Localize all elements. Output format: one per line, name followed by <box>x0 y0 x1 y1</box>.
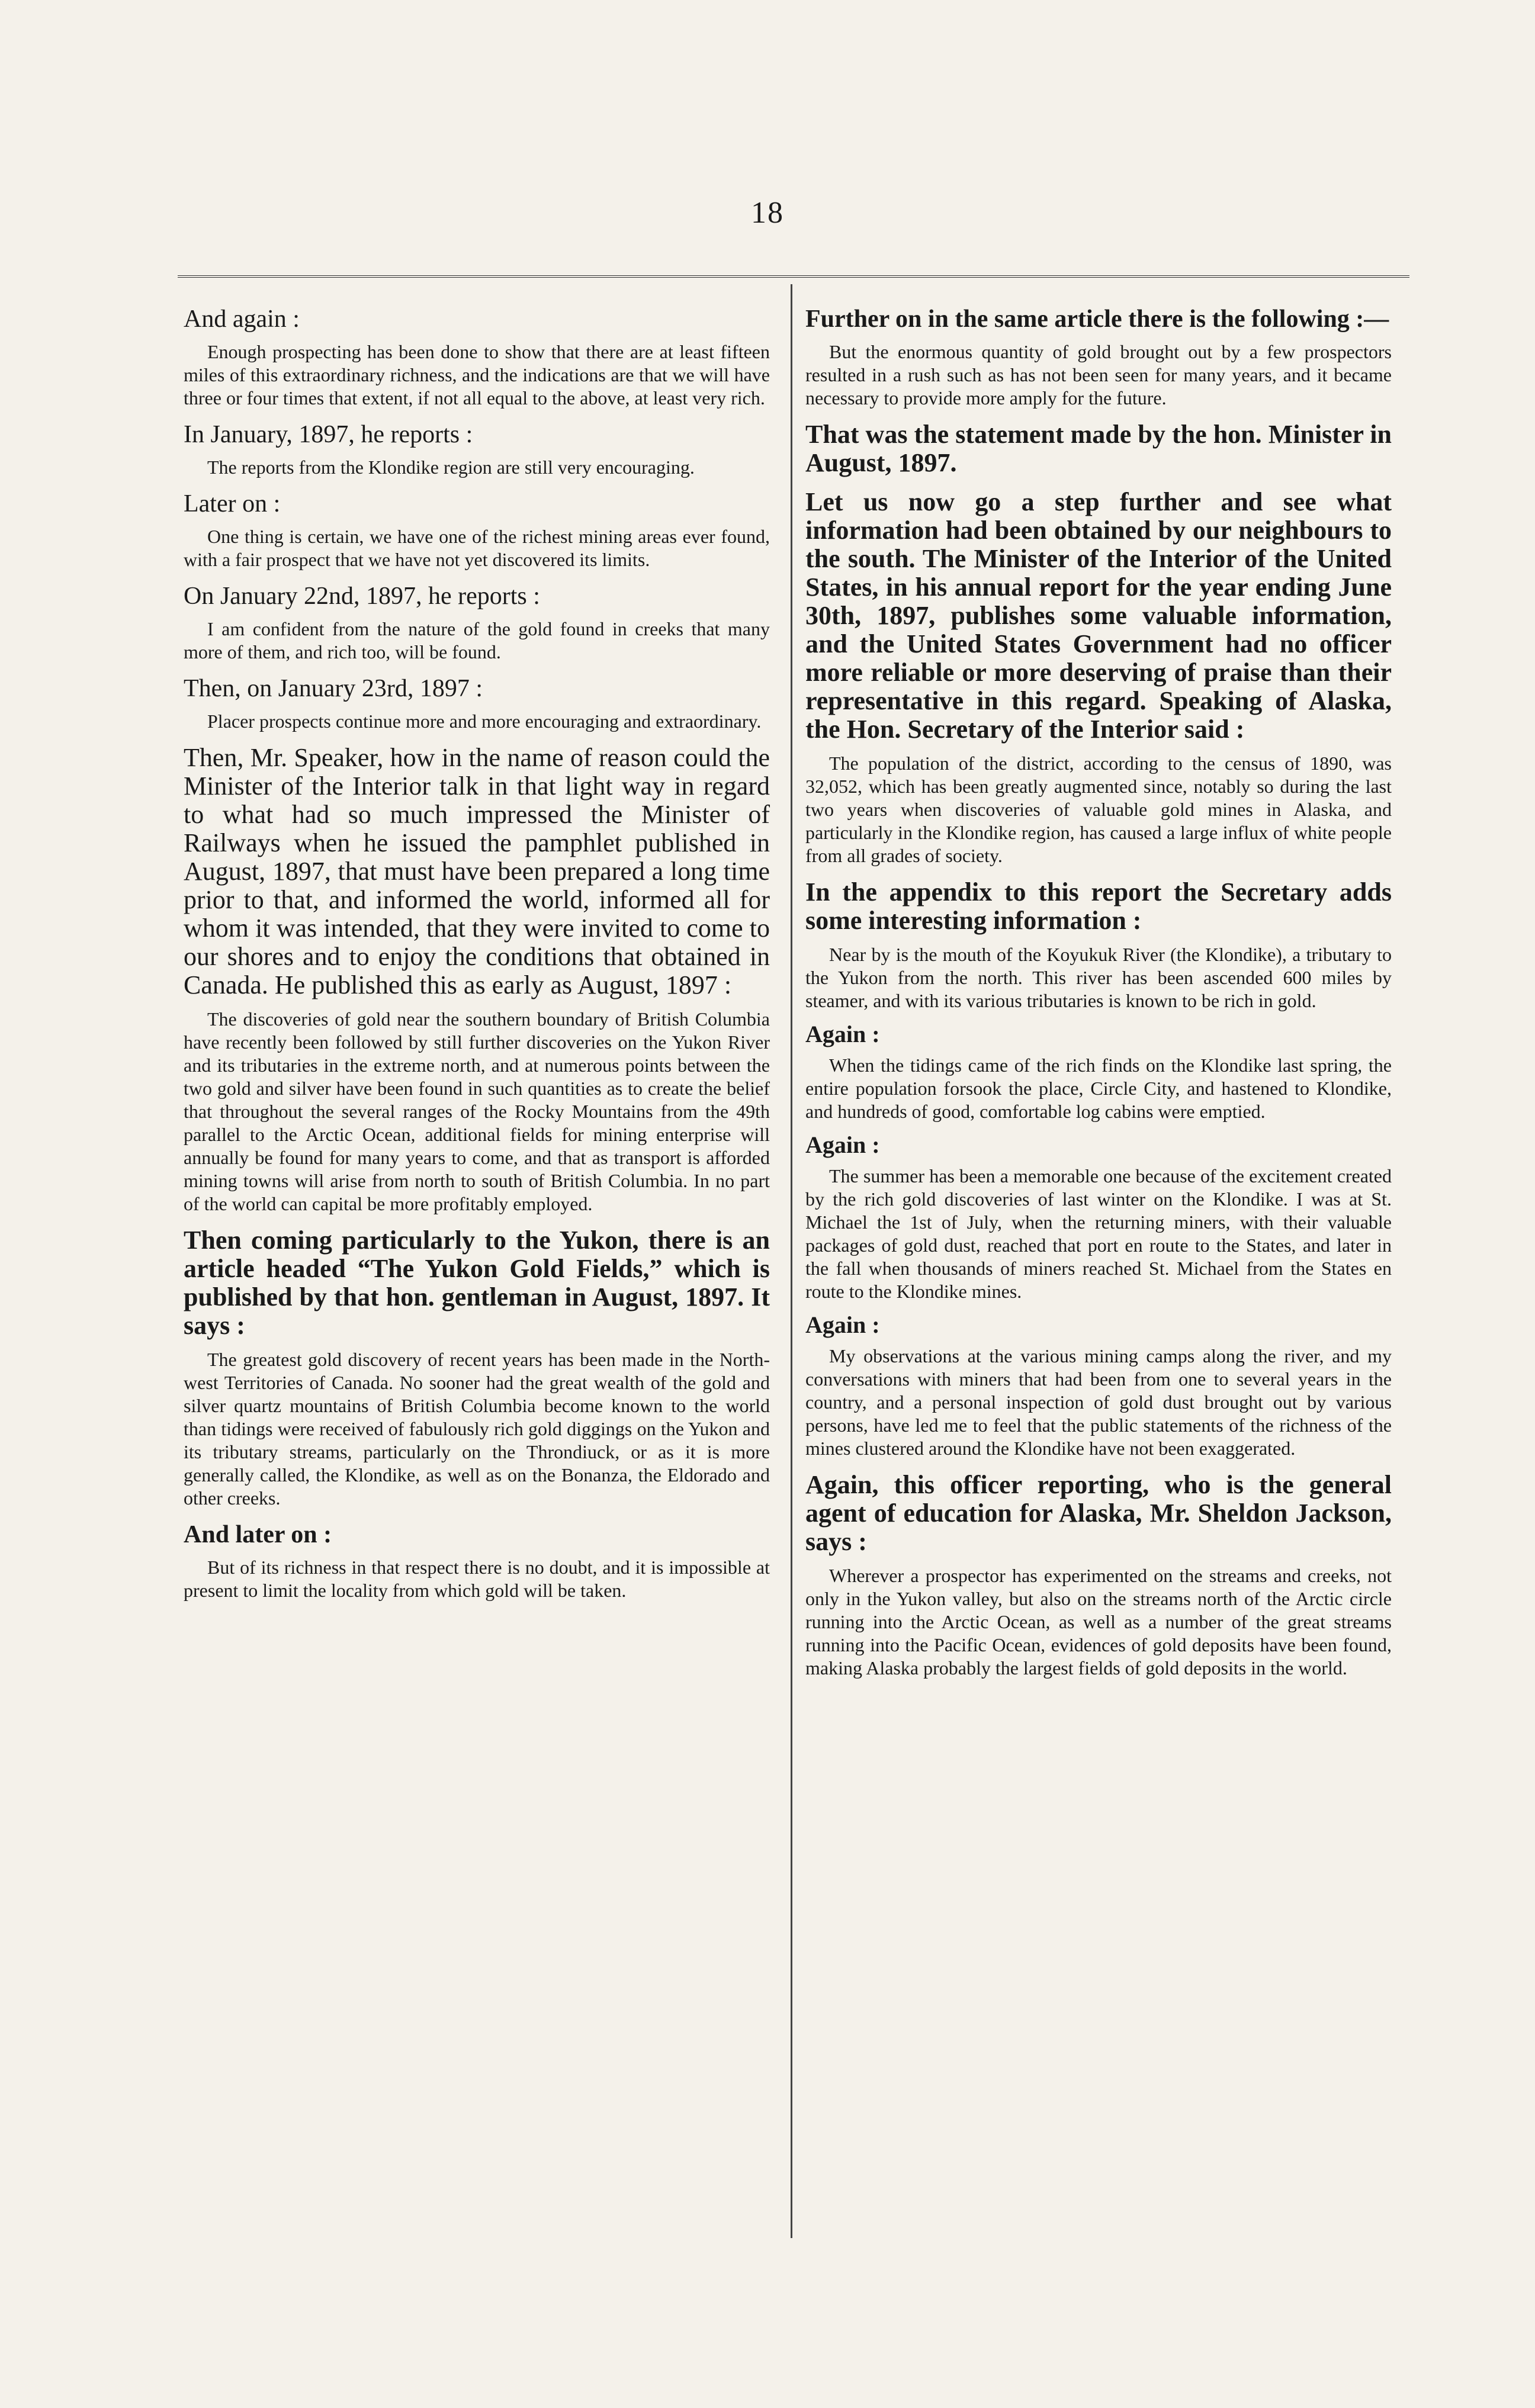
right-block-0: Further on in the same article there is the following :— <box>805 306 1389 333</box>
left-block-0: And again : <box>184 306 300 333</box>
right-block-9: Again : <box>805 1131 880 1158</box>
right-block-8: When the tidings came of the rich finds on the Klondike last spring, the entire population forsook the place, Circle City, and hastened to Klondike, and hundreds of good, comfortable log cabins were emptied. <box>805 1054 1392 1122</box>
right-block-6: Near by is the mouth of the Koyukuk River (the Klondike), a tributary to the Yukon from the north. This river has been ascended 600 miles by steamer, and with its various tributaries is known to be rich in gold. <box>805 944 1392 1011</box>
left-block-10: Then, Mr. Speaker, how in the name of reason could the Minister of the Interior talk in that light way in regard to what had so much impressed the Minister of Railways when he issued the pamphlet published in August, 1897, that must have been prepared a long time prior to that, and informed the world, informed all for whom it was intended, that they were invited to come to our shores and to enjoy the conditions that obtained in Canada. He published this as early as August, 1897 : <box>184 743 770 999</box>
right-column <box>805 305 1392 1686</box>
left-block-9: Placer prospects continue more and more encouraging and extraordinary. <box>207 710 762 732</box>
right-block-11: Again : <box>805 1311 880 1338</box>
left-block-3: The reports from the Klondike region are still very encouraging. <box>207 456 695 478</box>
left-block-13: The greatest gold discovery of recent years has been made in the North-west Territories of Canada. No sooner had the great wealth of the gold and silver quartz mountains of British Columbia become known to the world than tidings were received of fabulously rich gold diggings on the Yukon and its tributary streams, particularly on the Throndiuck, or as it is more generally called, the Klondike, as well as on the Bonanza, the Eldorado and other creeks. <box>184 1349 770 1509</box>
left-block-1: Enough prospecting has been done to show that there are at least fifteen miles of this extraordinary richness, and the indications are that we will have three or four times that extent, if not all equal to the above, at least very rich. <box>184 341 770 409</box>
right-block-14: Wherever a prospector has experimented on the streams and creeks, not only in the Yukon valley, but also on the streams north of the Arctic circle running into the Arctic Ocean, as well as a number of the great streams running into the Pacific Ocean, evidences of gold deposits have been found, making Alaska probably the largest fields of gold deposits in the world. <box>805 1565 1392 1679</box>
left-block-11: The discoveries of gold near the southern boundary of British Columbia have recently been followed by still further discoveries on the Yukon River and its tributaries in the extreme north, and at numerous points between the two gold and silver have been found in such quantities as to create the belief that throughout the several ranges of the Rocky Mountains from the 49th parallel to the Arctic Ocean, additional fields for mining enterprise will annually be found for many years to come, and that as transport is afforded mining towns will arise from north to south of British Columbia. In no part of the world can capital be more profitably employed. <box>184 1008 770 1214</box>
left-block-5: One thing is certain, we have one of the richest mining areas ever found, with a fair prospect that we have not yet discovered its limits. <box>184 526 770 570</box>
right-block-2: That was the statement made by the hon. Minister in August, 1897. <box>805 420 1392 477</box>
left-column <box>184 305 770 1608</box>
left-block-2: In January, 1897, he reports : <box>184 421 473 448</box>
left-block-8: Then, on January 23rd, 1897 : <box>184 675 483 702</box>
right-block-4: The population of the district, according to the census of 1890, was 32,052, which has been greatly augmented since, notably so during the last two years when discoveries of valuable gold mines in Alaska, and particularly in the Klondike region, has caused a large influx of white people from all grades of society. <box>805 753 1392 866</box>
right-block-3: Let us now go a step further and see what information had been obtained by our neighbours to the south. The Minister of the Interior of the United States, in his annual report for the year ending June 30th, 1897, publishes some valuable information, and the United States Government had no officer more reliable or more deserving of praise than their representative in this regard. Speaking of Alaska, the Hon. Secretary of the Interior said : <box>805 487 1392 744</box>
right-block-1: But the enormous quantity of gold brought out by a few prospectors resulted in a rush such as has not been seen for many years, and it became necessary to provide more amply for the future. <box>805 341 1392 409</box>
top-rule <box>178 275 1409 278</box>
left-block-6: On January 22nd, 1897, he reports : <box>184 583 540 610</box>
right-block-13: Again, this officer reporting, who is the general agent of education for Alaska, Mr. Sheldon Jackson, says : <box>805 1470 1392 1556</box>
right-block-12: My observations at the various mining camps along the river, and my conversations with miners that had been from one to several years in the country, and a personal inspection of gold dust brought out by various persons, have led me to feel that the public statements of the richness of the mines clustered around the Klondike have not been exaggerated. <box>805 1345 1392 1459</box>
left-block-7: I am confident from the nature of the gold found in creeks that many more of them, and rich too, will be found. <box>184 618 770 663</box>
right-block-10: The summer has been a memorable one because of the excitement created by the rich gold discoveries of last winter on the Klondike. I was at St. Michael the 1st of July, when the returning miners, with their valuable packages of gold dust, reached that port en route to the States, and later in the fall when thousands of miners reached St. Michael from the States en route to the Klondike mines. <box>805 1165 1392 1302</box>
right-block-5: In the appendix to this report the Secretary adds some interesting information : <box>805 877 1392 935</box>
left-block-12: Then coming particularly to the Yukon, there is an article headed “The Yukon Gold Fields,” which is published by that hon. gentleman in August, 1897. It says : <box>184 1226 770 1340</box>
left-block-14: And later on : <box>184 1521 332 1548</box>
column-divider <box>791 284 792 2238</box>
left-block-4: Later on : <box>184 490 281 517</box>
left-block-15: But of its richness in that respect there is no doubt, and it is impossible at present to limit the locality from which gold will be taken. <box>184 1557 770 1601</box>
page-number: 18 <box>751 196 784 230</box>
right-block-7: Again : <box>805 1021 880 1047</box>
